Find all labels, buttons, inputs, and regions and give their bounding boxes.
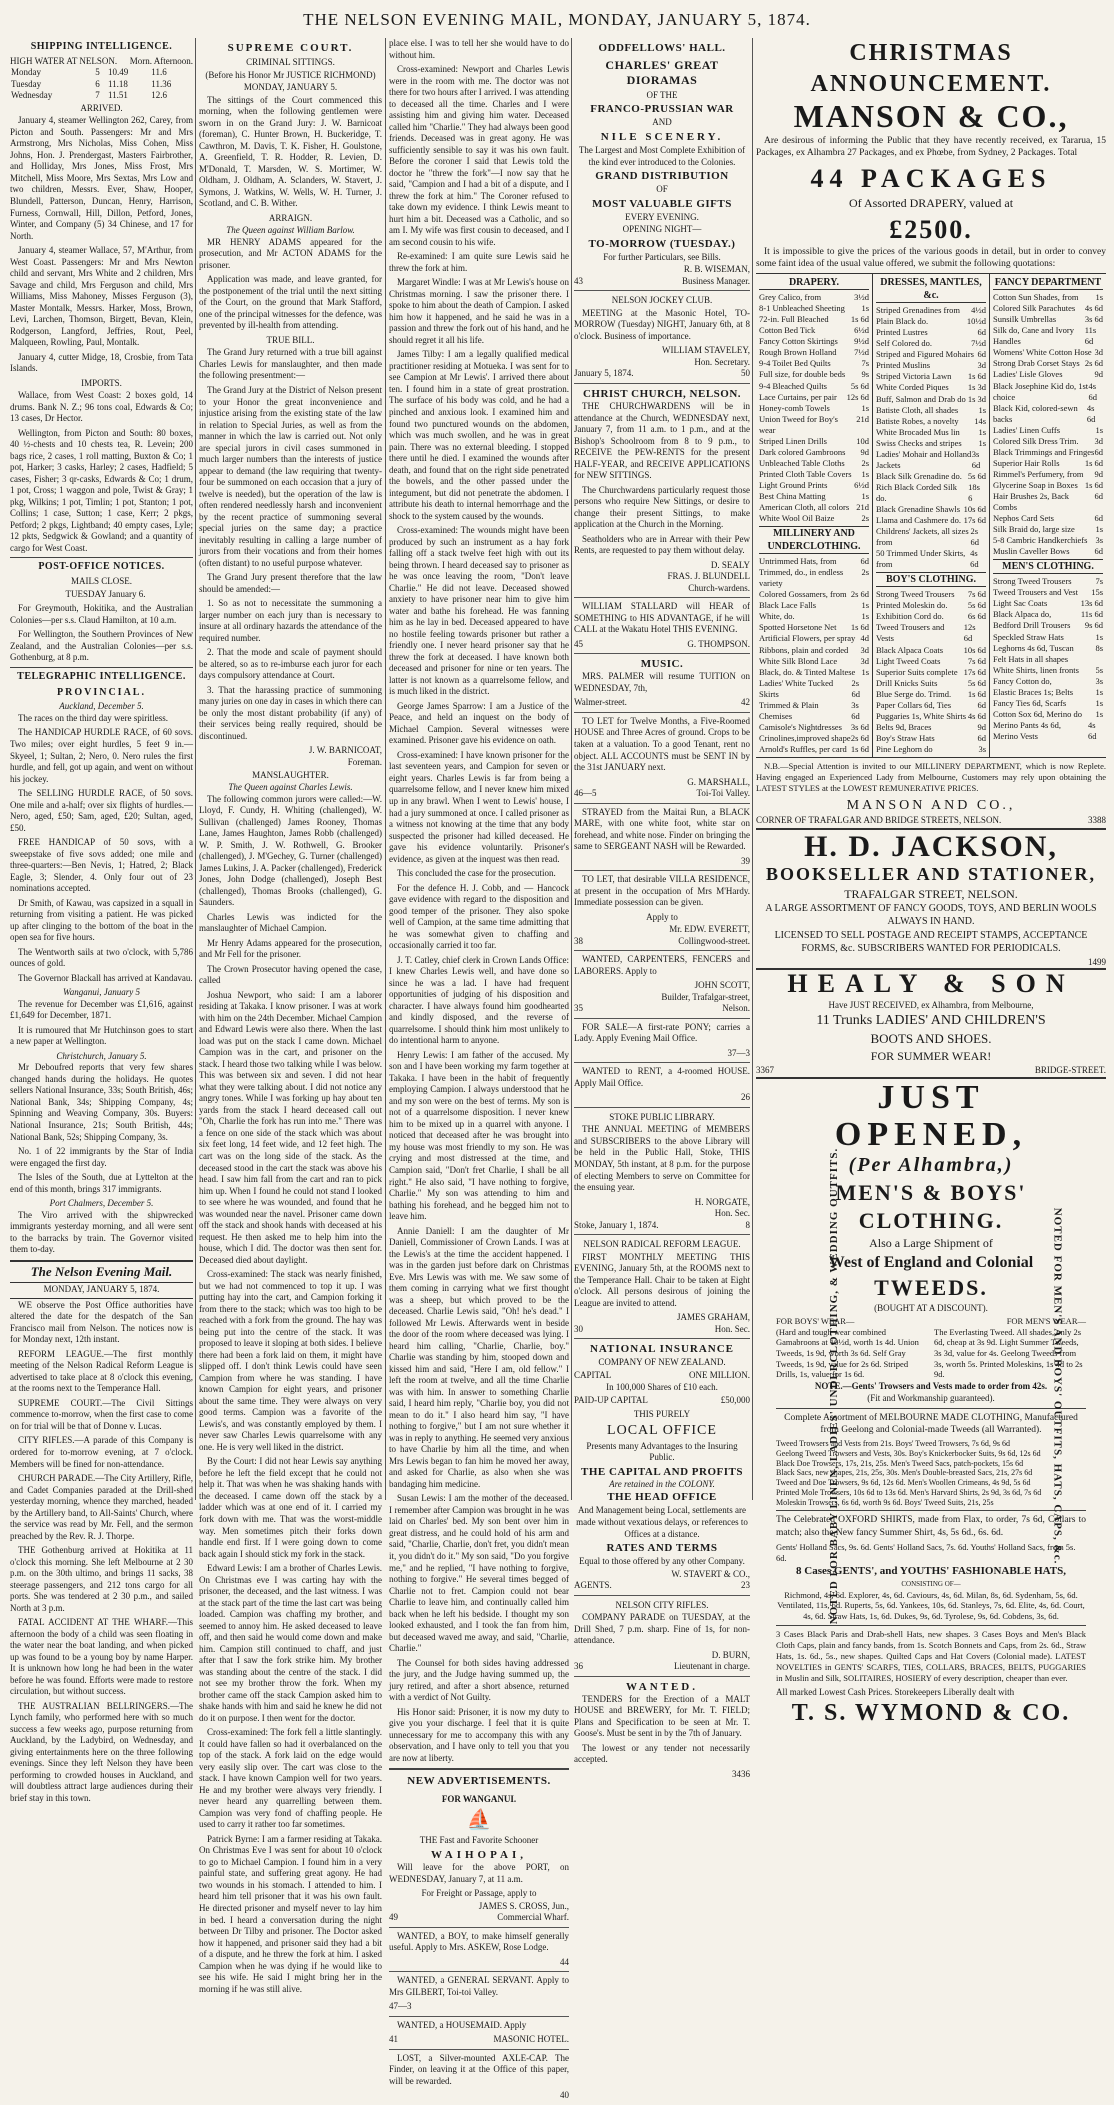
- side-text-left: NOTED FOR BABY LINEN, LADIES' UNDERCLOTHING, & WEDDING OUTFITS.: [828, 1147, 841, 1624]
- column-4: [574, 38, 750, 1779]
- list-item: Ladies' Linen Cuffs 1s: [993, 424, 1103, 435]
- paragraph: Cross-examined: The wounds might have been produced by such an instrument as a hay fork falling off a stack twelve feet high with out its being thrown. I heard deceased say to prisoner as he was once leaving the room, "Don't leave Charlie." He did not leave. Deceased showed anxiety to have prisoner near him to give him water and bathe his forehead. He was fanning him as he lay in bed. Deceased appeared to have no hostile feeling towards prisoner but rather a friendly one. I never heard prisoner say that he threw the fork at deceased. I have known both deceased and prisoner for nine or ten years. The latter is not known as a quarrelsome fellow, and is much liked in the district.: [389, 525, 569, 697]
- list-item: 72-in. Full Bleached 1s 6d: [759, 314, 869, 325]
- paper-date: MONDAY, JANUARY 5, 1874.: [10, 1284, 193, 1299]
- divider: [10, 667, 193, 668]
- healy-title: HEALY & SON: [787, 969, 1075, 999]
- list-item: Drill Knicks Suits 5s 6d: [876, 677, 986, 688]
- paragraph: 2. That the mode and scale of payment should be altered, so as to re-imburse each juror for each days compulsory attendance at Court.: [199, 647, 382, 681]
- dresses-list: DRESSES, MANTLES, &c. Striped Grenadines from 4½d Plain Black do. 10½d Printed Lustres 6d Self Colored do. 7½d Striped and Figured Mohairs 6d Printed Muslins 3d Striped Victoria Lawn 1s 6d White Corded Piques 1s 3d Buff, Salmon and Drab do 1s 3d Batiste Cloth, all shades 1s Batiste Robes, a novelty 14s White Brocaded Mus lin 1s Swiss Checks and stripes 1s Ladies' Mohair and Holland Jackets 3s 6d Black Silk Grenadine do. 5s 6d Rich Black Corded Silk do. 18s 6 Black Grenadine Shawls 10s 6d Llama and Cashmere do. 17s 6d Childrens' Jackets, all sizes from 2s 6d 50 Trimmed Under Skirts, from 4s 6d BOY'S CLOTHING. Strong Tweed Trousers 7s 6d Printed Moleskin do. 5s 6d Exhibition Cord do. 6s 6d Tweed Trousers and Vests 12s 6d Black Alpaca Coats 10s 6d Light Tweed Coats 7s 6d Superior Suits complete 17s 6d Drill Knicks Suits 5s 6d Blue Serge do. Trimd. 1s 6d Paper Collars 6d, Ties 6d Puggaries 1s, White Shirts 4s 6d Belts 9d, Braces 9d Boy's Straw Hats 6d Pine Leghorn do 3s: [873, 274, 990, 757]
- list-item: 9-4 Bleached Quilts 5s 6d: [759, 380, 869, 391]
- list-item: Tweed Trousers and Vest 15s: [993, 587, 1103, 598]
- paragraph: Mr Henry Adams appeared for the prosecution, and Mr Fell for the prisoner.: [199, 937, 382, 960]
- list-item: Boy's Straw Hats 6d: [876, 732, 986, 743]
- wanted-housemaid-ad: WANTED, a HOUSEMAID. Apply 41 MASONIC HOTEL.: [389, 2017, 569, 2050]
- paragraph: For the defence H. J. Cobb, and — Hancock gave evidence with regard to the disposition and good temper of the prisoner. They also spoke well of Campion, at the same time admitting that he was somewhat given to chaffing and occasionally carried it too far.: [389, 882, 569, 951]
- list-item: Striped Linen Drills 10d: [759, 435, 869, 446]
- christ-church-ad: CHRIST CHURCH, NELSON. THE CHURCHWARDENS will be in attendance at the Church, WEDNESDAY next, January 7, from 11 a.m. to 1 p.m., and at the Bishop's Schoolroom from 8 to 9 p.m., to RECEIVE the PEW-RENTS for the present HALF-YEAR, and RECEIVE APPLICATIONS for NEW SITTINGS. The Churchwardens particularly request those persons who require New Sittings, or desire to change their present Sittings, to make application at the Church in the Morning. Seatholders who are in Arrear with their Pew Rents, are requested to pay them without delay. D. SEALY FRAS. J. BLUNDELL Church-wardens.: [574, 384, 750, 598]
- paragraph: Re-examined: I am quite sure Lewis said he threw the fork at him.: [389, 251, 569, 273]
- post-office-heading: POST-OFFICE NOTICES.: [38, 561, 165, 573]
- list-item: Glycerine Soap in Boxes 1s 6d: [993, 479, 1103, 490]
- manson-title: MANSON & CO.,: [793, 98, 1069, 135]
- paragraph: The Grand Jury present therefore that the law should be amended:—: [199, 572, 382, 594]
- list-item: Cotton Bed Tick 6½d: [759, 325, 869, 336]
- column-2: [199, 38, 382, 1994]
- list-item: Trimmed, do., in endless variety 2s: [759, 567, 869, 589]
- schooner-ad: FOR WANGANUI. ⛵ THE Fast and Favorite Schooner WAIHOPAI, Will leave for the above PORT, on WEDNESDAY, January 7, at 11 a.m. For Freight or Passage, apply to JAMES S. CROSS, Jun., 49 Commercial Wharf.: [389, 1790, 569, 1927]
- list-item: Womens' White Cotton Hose 3d: [993, 347, 1103, 358]
- paragraph: Cross-examined: I have known prisoner for the last seventeen years, and Campion for seven or eight years. Charles Lewis is far from being a quarrelsome fellow, and I never knew him mixed up in any brawl. When I went to Lewis' house, I had a jury summoned at once. I called prisoner as a witness not knowing at the time that any body suspected the prisoner had killed deceased. He gave his evidence voluntarily. Prisoner's evidence, as given at the inquest was then read.: [389, 749, 569, 864]
- list-item: 50 Trimmed Under Skirts, from 4s 6d: [876, 548, 979, 570]
- signature: J. W. BARNICOAT,: [308, 745, 382, 756]
- paragraph: The Crown Prosecutor having opened the case, called: [199, 963, 382, 986]
- paragraph: REFORM LEAGUE.—The first monthly meeting of the Nelson Radical Reform League is advertised to take place at 8 o'clock this evening, at the rooms next to the Temperance Hall.: [10, 1348, 193, 1394]
- list-item: Striped and Figured Mohairs 6d: [876, 349, 986, 360]
- paragraph: TUESDAY January 6.: [65, 588, 146, 599]
- list-item: Striped Grenadines from 4½d: [876, 305, 986, 316]
- paragraph: WE observe the Post Office authorities have altered the date for the despatch of the San Francisco mail from Nelson. The notices now is for Monday next, 12th instant.: [10, 1299, 193, 1345]
- list-item: Puggaries 1s, White Shirts 4s 6d: [876, 710, 986, 721]
- list-group: [876, 305, 986, 570]
- paragraph: SUPREME COURT.—The Civil Sittings commence to-morrow, when the first case to come on for trial will be that of Donne v. Lucas.: [10, 1397, 193, 1431]
- signature-title: Foreman.: [347, 756, 382, 767]
- list-item: Felt Hats in all shapes: [993, 653, 1069, 664]
- list-item: Nephos Card Sets 6d: [993, 513, 1103, 524]
- mails-close: MAILS CLOSE.: [70, 576, 132, 587]
- list-item: Printed Muslins 3d: [876, 360, 986, 371]
- paragraph: Application was made, and leave granted, for the postponement of the trial until the next sitting of the Court, on the ground that Mark Stafford, one of the principal witnesses for the defence, was prevented by ill-health from attending.: [199, 274, 382, 331]
- high-water-header: HIGH WATER AT NELSON. Morn. Afternoon.: [10, 55, 193, 66]
- list-item: Striped Victoria Lawn 1s 6d: [876, 371, 986, 382]
- criminal-sittings: CRIMINAL SITTINGS.: [246, 57, 335, 68]
- paragraph: January 4, steamer Wellington 262, Carey, from Picton and South. Passengers: Mr and Mrs Armstrong, Mrs Nicholas, Miss Cohen, Miss Johns, Hon. J. Prendergast, Masters Fairbrother, and Holliday, Mrs Jones, Miss Frost, Mrs Mitchell, Miss Moore, Mrs Sextas, Mrs Low and two children, Messrs. Ever, Shaw, Hooper, Blundell, Patterson, Duncan, Henry, Harrison, Furness, Cornwall, Hill, Dillon, Petford, Jones, Winter, and Company (5) 34 Chinese, and 17 for North.: [10, 115, 193, 241]
- list-item: Black Alpaca Coats 10s 6d: [876, 644, 986, 655]
- table-row: Tuesday 6 11.18 11.36: [11, 78, 172, 89]
- list-group: [759, 556, 869, 755]
- list-item: Rough Brown Holland 7½d: [759, 347, 869, 358]
- divider: [10, 557, 193, 558]
- paragraph: J. T. Catley, chief clerk in Crown Lands Office: I knew Charles Lewis well, and have done so since he was a lad. I have had frequent opportunities of judging of his disposition and character. I have always found him goodhearted and kindly disposed, and the reverse of quarrelsome. I should think him most unlikely to do intentional harm to anyone.: [389, 954, 569, 1046]
- paragraph: The races on the third day were spiritless.: [18, 712, 168, 723]
- tenders-ad: WANTED. TENDERS for the Erection of a MALT HOUSE and BREWERY, for Mr. T. FIELD; Plans and Specification to be seen at Mr. T. Goose's. Must be sent in by the 7th of January. The lowest or any tender not necessarily accepted. 3436: [574, 1680, 750, 1779]
- list-item: 8-1 Unbleached Sheeting 1s: [759, 303, 869, 314]
- pony-sale-ad: FOR SALE—A first-rate PONY; carries a Lady. Apply Evening Mail Office. 37—3: [574, 1019, 750, 1064]
- paragraph: By the Court: I did not hear Lewis say anything before he left the field except that he could not help it. That was when he was shaking hands with the deceased. I came down off the stack by a ladder which was at one end of it. I carried my fork down with me. That was the worst-middle way. Men sometimes pitch their forks down handle end first. If I were going down to come back again I should stick my fork in the stack.: [199, 1456, 382, 1559]
- paragraph: Cross-examined: The fork fell a little slantingly. It could have fallen so had it overbalanced on the top of the stack. A fork laid on the edge would very easily slip over. The cart was close to the stack. I have known Campion well for two years. He and my brother were always very friendly. I never heard any quarrelling between them. Campion was very fond of chaffing people. He used to carry it rather too far sometimes.: [199, 1727, 382, 1830]
- list-item: Black Kid, colored-sewn backs 4s 6d: [993, 402, 1096, 424]
- list-item: Printed Moleskin do. 5s 6d: [876, 600, 986, 611]
- paragraph: Dr Smith, of Kawau, was capsized in a squall in returning from visiting a patient. He was picked up after clinging to the bottom of the boat in the open sea for five hours.: [10, 897, 193, 943]
- radical-league-ad: NELSON RADICAL REFORM LEAGUE. FIRST MONTHLY MEETING THIS EVENING, January 5th, at the ROOMS next to the Temperance Hall. Chair to be taken at Eight o'clock. All persons desirous of joining the League are invited to attend. JAMES GRAHAM, 30 Hon. Sec.: [574, 1235, 750, 1339]
- list-item: Superior Suits complete 17s 6d: [876, 666, 986, 677]
- list-item: Black Lace Falls 1s: [759, 600, 869, 611]
- list-item: Untrimmed Hats, from 6d: [759, 556, 869, 567]
- list-item: Sunsilk Umbrellas 3s 6d: [993, 314, 1103, 325]
- paragraph: FATAL ACCIDENT AT THE WHARF.—This afternoon the body of a child was seen floating in the water near the boat landing, and when picked up was found to be a young boy by name Harper. It is unknown how long he had been in the water before he was found. Efforts were made to restore circulation, but without success.: [10, 1617, 193, 1697]
- list-item: Colored Silk Parachutes 4s 6d: [993, 303, 1103, 314]
- paragraph: Annie Daniell: I am the daughter of Mr Daniell, Commissioner of Crown Lands. I was at the Lewis's at the time the accident happened. I was in the garden just before dark on Christmas Eve. Mrs Lewis was with me. We saw some of them coming in carrying what we first thought was a sheep, but which proved to be the deceased. Charlie Lewis said, "Oh! he's dead." I followed Mr Lewis. Afterwards went in beside the door of the room where deceased was lying. I heard him calling, "Charlie, Charlie, boy." Charlie was standing by him, stooped down and kissed him and said, "Here I am, old fellow." I left the room at twelve, and all the time Charlie was with him. In answer to something Charlie said, I heard him reply, "Charlie boy, you did not mean to do it." I also heard him say, "I have nothing to forgive," but I am not sure whether it was in reply to anything. He seemed very anxious to have Charlie by him all the time, and when Mrs Lewis began to fan him he moved her away, and asked for Charlie, as also when she was bandaging him medicine.: [389, 1225, 569, 1489]
- list-item: Lace Curtains, per pair 12s 6d: [759, 391, 869, 402]
- paragraph: Charles Lewis was indicted for the manslaughter of Michael Campion.: [199, 911, 382, 934]
- list-item: Black Alpaca do, 11s 6d: [993, 609, 1103, 620]
- column-rule: [752, 38, 753, 1500]
- list-item: Black Grenadine Shawls 10s 6d: [876, 503, 986, 514]
- list-item: Rich Black Corded Silk do. 18s 6: [876, 481, 980, 503]
- paragraph: Cross-examined: The stack was nearly finished, but we had not commenced to top it up. I was putting hay into the cart, and Campion forking it from there to the stack; which was too high to be reached with a fork from the ground. The hay was being put into the centre of the stack. It was proposed to leave it sloping at both sides. I believe there had been a fork laid on them, it might have slipped off. I don't think Lewis could have seen Campion from where he was standing. I have known Campion for eight years, and prisoner about the same time. They were always on very good terms. Campion was a favorite of the Lewis's, and was constantly employed by them. I never saw Charles Lewis quarrelsome with any one. He is very well liked in the district.: [199, 1269, 382, 1452]
- list-item: White, do. 1s: [759, 611, 869, 622]
- column-3: [389, 38, 569, 2101]
- jackson-title: H. D. JACKSON,: [804, 830, 1058, 864]
- paragraph: The SELLING HURDLE RACE, of 50 sovs. One mile and a-half; over six flights of hurdles.—Nero, aged, £50; Sam, aged, £20; Sultan, aged, £50.: [10, 788, 193, 833]
- new-ads-heading: NEW ADVERTISEMENTS.: [407, 1775, 551, 1788]
- arrived-heading: ARRIVED.: [80, 102, 123, 113]
- list-item: Artificial Flowers, per spray 4d: [759, 633, 869, 644]
- table-row: Wednesday 7 11.51 12.6: [11, 90, 168, 101]
- paragraph: The Grand Jury at the District of Nelson present to your Honor the great inconvenience and injustice arising from the existing state of the law in relation to Special Juries, as well as from the manner in which the law is carried out. Not only are special jurors in civil cases summoned in much larger numbers than the interests of justice appear to demand (the law requiring that twenty-four be summoned on each occasion that a jury of twelve is needed), but the operation of the law is often rendered needlessly harsh and inconvenient by the recent practice of summoning several special juries on the same day; a practice inevitably resulting in calling a large number of jurors from their vocations and from their homes (often distant) to no useful purpose whatever.: [199, 385, 382, 568]
- list-item: Elastic Braces 1s; Belts 1s: [993, 686, 1103, 697]
- shipping-heading: SHIPPING INTELLIGENCE.: [30, 41, 173, 52]
- paragraph: 1. So as not to necessitate the summoning a larger number on each jury than is necessary to insure at all ordinary hazards the attendance of the required number.: [199, 598, 382, 643]
- list-item: Llama and Cashmere do. 17s 6d: [876, 515, 986, 526]
- list-item: Pine Leghorn do 3s: [876, 743, 986, 754]
- lost-ad: LOST, a Silver-mounted AXLE-CAP. The Finder, on leaving it at the Office of this paper, will be rewarded. 40: [389, 2052, 569, 2101]
- paragraph: FREE HANDICAP of 50 sovs, with a sweepstake of five sovs added; one mile and three-quarters:—Ben Nevis, 1; Hatred, 2; Black Eagle, 3; Slender, 4. Only four out of 23 nominations accepted.: [10, 837, 193, 894]
- list-item: Honey-comb Towels 1s: [759, 402, 869, 413]
- list-item: Speckled Straw Hats 1s: [993, 631, 1103, 642]
- telegraphic-heading: TELEGRAPHIC INTELLIGENCE.: [17, 670, 186, 682]
- list-item: Printed Lustres 6d: [876, 327, 986, 338]
- column-1: [10, 38, 193, 1803]
- list-item: White Shirts, linen fronts 5s: [993, 664, 1103, 675]
- wanted-boy-ad: WANTED, a BOY, to make himself generally useful. Apply to Mrs. ASKEW, Rose Lodge. 44: [389, 1928, 569, 1973]
- paragraph: James Tilby: I am a legally qualified medical practitioner residing at Motueka. I was sent for to see Campion at Mr Lewis'. I arrived there about ten. I found him in a state of great prostration. The surface of his body was cold, and he had a pinched and anxious look. I examined him and found two punctured wounds on the abdomen, which was much swollen, and he was in great pain. There was no external bleeding. I stopped there until he died. I examined the wounds after death, and found that on the right side penetrated the bowels, and the other passed under the integument, but did not penetrate the abdomen. I attribute his death to internal hemorrhage and the shock to the system caused by the wounds.: [389, 349, 569, 521]
- list-item: Cotton Sun Shades, from 1s: [993, 292, 1103, 303]
- paragraph: THE Gothenburg arrived at Hokitika at 11 o'clock this morning. She left Melbourne at 2 30 p.m. on the 30th ultimo, and brings 11 sacks, 38 steerage passengers, and 212 tons cargo for all ports. She was tendered at 2 30 p.m., and sailed North at 3 p.m.: [10, 1545, 193, 1613]
- paragraph: Wallace, from West Coast: 2 boxes gold, 14 drums. Bank N. Z.; 96 tons coal, Edwards & Co; 13 cases, Dr Hector.: [10, 390, 193, 424]
- list-item: Fancy Cotton Skirtings 9½d: [759, 336, 869, 347]
- list-item: Ribbons, plain and corded 3d: [759, 644, 869, 655]
- ship-icon: ⛵: [466, 1808, 492, 1831]
- list-item: Best China Matting 1s: [759, 490, 869, 501]
- list-item: White Corded Piques 1s 3d: [876, 382, 986, 393]
- list-item: Colored Gossamers, from 2s 6d: [759, 589, 869, 600]
- insurance-ad: NATIONAL INSURANCE COMPANY OF NEW ZEALAND. CAPITAL ONE MILLION. In 100,000 Shares of £10 each. PAID-UP CAPITAL £50,000 THIS PURELY LOCAL OFFICE Presents many Advantages to the Insuring Public. THE CAPITAL AND PROFITS Are retained in the COLONY. THE HEAD OFFICE And Management being Local, settlements are made without vexatious delays, or references to Offices at a distance. RATES AND TERMS Equal to those offered by any other Company. W. STAVERT & CO., AGENTS. 23: [574, 1339, 750, 1595]
- list-item: Belts 9d, Braces 9d: [876, 721, 986, 732]
- list-item: Exhibition Cord do. 6s 6d: [876, 611, 986, 622]
- list-item: Union Tweed for Boy's wear 21d: [759, 413, 869, 435]
- christmas-heading: CHRISTMAS ANNOUNCEMENT.: [810, 40, 1052, 97]
- paragraph: George James Sparrow: I am a Justice of the Peace, and held an inquest on the body of Michael Campion. Several witnesses were examined. Prisoner gave his evidence on oath.: [389, 700, 569, 746]
- paragraph: Patrick Byrne: I am a farmer residing at Takaka. On Christmas Eve I was sent for about 10 o'clock to go to Michael Campion. I found him in a very painful state, and suffering great agony. He had two wounds in his stomach. I attended to him. I heard him tell prisoner that it was his own fault. He directed prisoner and myself never to lay him in bed. I heard a conversation during the night between Dr Tilby and prisoner. The Doctor asked how it happened, and prisoner said they had a bit of a dispute, and he threw the fork at him. I asked Campion when he was dying if he would like to see his wife. He said I might bring her in the morning if he was still alive.: [199, 1833, 382, 1994]
- wymond-ad: JUST OPENED, (Per Alhambra,) MEN'S & BOYS' CLOTHING. Also a Large Shipment of West of England and Colonial TWEEDS. (BOUGHT AT A DISCOUNT). FOR BOYS' WEAR— FOR MEN'S WEAR— (Hard and tough wear combined Gamabroons at 10½d, worth 1s 4d. Union Tweeds, 1s 9d, worth 3s 6d. Self Gray Tweeds, 1s 9d, value for 2s 6d. Striped Drills, 1s, value for 1s 6d. The Everlasting Tweed. All shades, only 2s 6d, cheap at 3s 9d. Light Summer Tweeds, 3s 3d, value for 4s. Geelong Tweeds from 3s, worth 5s. Printed Moleskins, 1s 4d to 2s 9d. NOTE.—Gents' Trowsers and Vests made to order from 42s. (Fit and Workmanship guaranteed). Complete Assortment of MELBOURNE MADE CLOTHING, Manufactured from Geelong and Colonial-made Tweeds (all Warranted). Tweed Trowsers and Vests from 21s. Boys' Tweed Trowsers, 7s 6d, 9s 6d Geelong Tweed Trowsers and Vests, 30s. Boy's Knickerbocker Suits, 9s 6d, 12s 6d Black Doe Trowsers, 17s, 21s, 25s. Men's Tweed Sacs, patch-pockets, 15s 6d Black Sacs, new shapes, 21s, 25s, 30s. Men's Double-breasted Sacs, 21s, 27s 6d Tweed and Doe Trowsers, 9s 6d, 12s 6d. Men's Woollen Crimeans, 4s 9d, 5s 6d Printed Mole Trowsers, 10s 6d to 13s 6d. Men's Harvard Shirts, 2s 9d, 3s 6d, 7s 6d Moleskin Trowsers, 6s 6d, worth 9s 6d. Boys' Tweed Suits, 21s, 25s The Celebrated OXFORD SHIRTS, made from Flax, to order, 7s 6d, Collars to match; also the New fancy Summer Shirt, 4s, 5s 6d., 6s. 6d. Gents' Holland Sacs, 9s. 6d. Gents' Holland Sacs, 7s. 6d. Youths' Holland Sacs, from 5s. 6d. 8 Cases GENTS', and YOUTHS' FASHIONABLE HATS, CONSISTING OF— Richmond, 4s, 6d. Explorer, 4s, 6d. Caviours, 4s, 6d. Milan, 8s, 6d. Sydenham, 5s, 6d. Ventilated, 11s, 6d. Ruperts, 5s, 6d. Yankees, 10s, 6d. Stanleys, 7s, 6d. Elite, 4s, 6d. Court, 4s, 6d. Straw Hats, 1s, 6d. Dukes, 9s, 6d. Tyrolese, 9s, 6d. Cobdens, 3s, 6d. 3 Cases Black Paris and Drab-shell Hats, new shapes. 3 Cases Boys and Men's Black Cloth Caps, plain and fancy bands, from 1s. Scotch Bonnets and Caps, from 2s. 6d., Straw Hats, 1s. 6d., 5s., new shapes. Quilted Caps and Hat Covers (Colonial made). LATEST NOVELTIES in GENTS' SCARFS, TIES, COLLARS, BRACES, BELTS, PUGGARIES in Muslin and Silk, SOLITAIRES, HOSIERY of every description, cheaper than ever. All marked Lowest Cash Prices. Storekeepers Liberally dealt with T. S. WYMOND & CO. NOTED FOR BABY LINEN, LADIES' UNDERCLOTHING, & WEDDING OUTFITS. NOTED FOR MEN'S AND BOYS' OUTFITS, HATS, CAPS, &c.: [756, 1079, 1106, 1729]
- wanted-carpenters-ad: WANTED, CARPENTERS, FENCERS and LABORERS. Apply to JOHN SCOTT, Builder, Trafalgar-street, 35 Nelson.: [574, 951, 750, 1019]
- list-item: Blue Serge do. Trimd. 1s 6d: [876, 688, 986, 699]
- column-rule: [571, 38, 572, 1500]
- list-item: Childrens' Jackets, all sizes from 2s 6d: [876, 526, 980, 548]
- list-item: Rimmel's Perfumery, from 9d: [993, 468, 1103, 479]
- dateline: Wanganui, January 5: [63, 987, 140, 998]
- list-item: Ladies' Mohair and Holland Jackets 3s 6d: [876, 448, 981, 470]
- paragraph: Mr Deboufred reports that very few shares changed hands during the holidays. He quotes sellers National Insurance, 33s; South British, 46s; National Bank, 34s; Shipping Company, 4s; Spinning and Weaving Company, 30s. Buyers: National Insurance, 21s; South British, 44s; National Bank, 52s; Shipping Company, 3s.: [10, 1062, 193, 1142]
- list-item: Black Trimmings and Fringes 6d: [993, 446, 1103, 457]
- list-item: White Wool Oil Baize 2s: [759, 513, 869, 524]
- paragraph: Margaret Windle: I was at Mr Lewis's house on Christmas morning. I saw the prisoner there. I spoke to him about the death of Campion. I asked him how it happened, and he said he was in a passion and threw the fork out of his hand, and he should regret it all his life.: [389, 277, 569, 345]
- dateline: Christchurch, January 5.: [56, 1050, 147, 1061]
- jockey-club-ad: NELSON JOCKEY CLUB. MEETING at the Masonic Hotel, TO-MORROW (Tuesday) NIGHT, January 6th, at 8 o'clock. Business of importance. WILLIAM STAVELEY, Hon. Secretary. January 5, 1874. 50: [574, 291, 750, 384]
- list-item: Light Tweed Coats 7s 6d: [876, 655, 986, 666]
- list-item: Hair Brushes 2s, Back Combs 6d: [993, 490, 1103, 513]
- masthead: THE NELSON EVENING MAIL, MONDAY, JANUARY 5, 1874.: [303, 10, 811, 29]
- list-item: Black Silk Grenadine do. 5s 6d: [876, 470, 986, 481]
- paragraph: CHURCH PARADE.—The City Artillery, Rifle, and Cadet Companies paraded at the Drill-shed yesterday morning, whence they marched, headed by the Artillery band, to All-Saints' Church, where the service was read by Mr. Fell, and the sermon preached by the Rev. R. J. Thorpe.: [10, 1473, 193, 1541]
- paragraph: Susan Lewis: I am the mother of the deceased. I remember after Campion was brought in he was laid on Charles' bed. My son bent over him in great distress, and he could hold of his arm and said, "Charlie, Charlie, don't fret, you didn't mean it, you didn't do it." My son said, "Do you forgive me," and he replied, "I have nothing to forgive, nothing to forgive." He several times begged of Charlie not to fret. Campion could not bear Charlie to leave him, and continually called him back when he left his bedside. I thought my son looked exhausted, and I took the fan from him, but deceased waved me away, and said, "Charlie, Charlie.": [389, 1493, 569, 1654]
- list-item: Black Josephine Kid do, 1st choice 4s 6d: [993, 380, 1097, 402]
- before-judge: (Before his Honor Mr JUSTICE RICHMOND): [205, 69, 376, 80]
- paragraph: 3. That the harassing practice of summoning many juries on one day in cases in which there can be only the most distant probability (if any) of their services being really required, should be discontinued.: [199, 684, 382, 741]
- value-heading: £2500.: [889, 214, 973, 244]
- list-item: Fancy Cotton do, 3s: [993, 675, 1103, 686]
- list-item: Muslin Caveller Bows 6d: [993, 546, 1103, 557]
- paragraph: THE AUSTRALIAN BELLRINGERS.—The Lynch family, who performed here with so much success a few weeks ago, purpose returning from Auckland, by the Ladybird, on Wednesday, and giving entertainments here on the three following evenings. Since they left Nelson they have been performing to crowded houses in Auckland, and will doubtless attract large audiences during their brief stay in this town.: [10, 1700, 193, 1803]
- price-list: [756, 273, 1106, 758]
- paragraph: The following common jurors were called:—W. Lloyd, F. Cundy, H. Whiting (challenged), W. Sullivan (challenged) James Rooney, Thomas Lane, James Haughton, James Robb (challenged) W. P. Smith, J. W. Rothwell, G. Brooker (challenged), J. M'Gechey, G. Turner (challenged) James Lukins, J. A. Packer (challenged), Frederick Jones, John Dodge (challenged), Joseph Best (challenged), Thomas Brooks (challenged), G. Saunders.: [199, 793, 382, 908]
- paragraph: January 4, cutter Midge, 18, Crosbie, from Tata Islands.: [10, 351, 193, 374]
- paragraph: Cross-examined: Newport and Charles Lewis were in the room with me. The doctor was not there for two hours after I arrived. I was attending to deceased all the time. Charles and I were assisting him and giving him water. Deceased called him "Charlie." They had always been good friends. Deceased was in great agony. He was sufficiently sensible to say it was his own fault. Before the coroner I said that Lewis told the doctor he "threw the fork"—I now say that he said, "Campion and I had a bit of a dispute, and I threw the fork at him." The Coroner refused to take down my evidence. I think Lewis meant to hurt him a bit. Deceased was a Catholic, and so am I. My wife was first cousin to deceased, and I am second cousin to his wife.: [389, 64, 569, 247]
- paragraph: His Honor said: Prisoner, it is now my duty to give you your discharge. I feel that it is quite unnecessary for me to accompany this with any observation, and I have only to tell you that you are now at liberty.: [389, 1706, 569, 1763]
- paragraph: place else. I was to tell her she would have to do without him.: [389, 38, 569, 60]
- list-group: [759, 292, 869, 524]
- list-item: Cotton Sox 6d, Merino do 1s: [993, 708, 1103, 719]
- paragraph: Joshua Newport, who said: I am a laborer residing at Takaka. I know prisoner. I was at work with him on the 24th December. Michael Campion and Edward Lewis were also there. When the last load was put on the stack I came down. Michael Campion was in the cart, and prisoner on the stack. I heard those two talking while I was below. This was between six and seven. I did not hear what they were talking about. I did not notice any angry tones. While I was forking up hay about ten yards from the stack I heard deceased call out "Oh, Charlie the fork has run into me." There was a fence on one side of the stack which was about six feet long, 14 feet wide, and 12 feet high. The cart was on the long side of the stack. As the deceased stood in the cart the stack was above his head. I saw him fall from the cart and ran to pick him up. When I found he could not stand I looked to see where he was wounded, and found that he was wounded near the navel. Prisoner came down off the stack and shook hands with deceased at his request. He then asked me to help him into the house, which I did. The doctor was then sent for. Deceased died about daylight.: [199, 989, 382, 1265]
- list-item: Silk Braid do, large size 1s: [993, 524, 1103, 535]
- paper-nameplate: The Nelson Evening Mail.: [10, 1260, 193, 1284]
- table-row: Monday 5 10.49 11.6: [11, 67, 167, 78]
- list-item: Colored Silk Dress Trim. 3d: [993, 435, 1103, 446]
- true-bill-heading: TRUE BILL.: [266, 334, 315, 345]
- paragraph: Wellington, from Picton and South: 80 boxes, 40 ½-chests and 10 chests tea, R. Levein; 200 bags rice, 2 cases, 1 roll matting, Buxton & Co; 1 pot, Harker; 3 casks, Harley; 2 cases, Hadfield; 5 cases, Fisher; 3 qr-casks, Edwards & Co; 1 drum, 1 pot, Cross; 1 waggon and pole, Twist & Gray; 1 pkg, Wilkins; 1 pot, Timlin; 1 pot, Stanton; 1 pot, Collins; 1 case, Sutton; 1 case, Kerr; 2 pkgs, Petford; 2 pkgs, Lightband; 40 empty cases, Lyle; 12 pkts, Sedgwick & Gowland; and a quantity of cargo for West Coast.: [10, 427, 193, 553]
- paragraph: The Wentworth sails at two o'clock, with 5,786 ounces of gold.: [10, 946, 193, 969]
- paragraph: For Greymouth, Hokitika, and the Australian Colonies—per s.s. Claud Hamilton, at 10 a.m.: [10, 603, 193, 625]
- paragraph: It is rumoured that Mr Hutchinson goes to start a new paper at Wellington.: [10, 1024, 193, 1047]
- dateline: Port Chalmers, December 5.: [49, 1198, 154, 1209]
- list-item: Light Sac Coats 13s 6d: [993, 598, 1103, 609]
- paragraph: January 4, steamer Wallace, 57, M'Arthur, from West Coast. Passengers: Mr and Mrs Newton child and servant, Mrs White and 2 children, Mrs Savage and child, Mrs Ferguson and child, Mrs Williams, Miss Mahoney, Misses Ferguson (3), Master Montalk, Messrs. Harker, Moss, Brown, Levi, Larchen, Thomson, Birgett, Bevan, Klein, Rodgerson, Langford, Jeffries, Rout, Peel, Malqueen, Rowling, Paul, Montalk.: [10, 245, 193, 348]
- paragraph: The Isles of the South, due at Lyttelton at the end of this month, brings 317 immigrants.: [10, 1172, 193, 1194]
- stoke-library-ad: STOKE PUBLIC LIBRARY. THE ANNUAL MEETING of MEMBERS and SUBSCRIBERS to the above Library will be held in the Public Hall, Stoke, THIS MONDAY, 5th instant, at 8 p.m. for the purpose of electing Members to serve on Committee for the ensuing year. H. NORGATE, Hon. Sec. Stoke, January 1, 1874. 8: [574, 1108, 750, 1235]
- stallard-ad: WILLIAM STALLARD will HEAR of SOMETHING to HIS ADVANTAGE, if he will CALL at the Wakatu Hotel THIS EVENING. 45 G. THOMPSON.: [574, 598, 750, 654]
- paragraph: The Governor Blackall has arrived at Kandavau.: [18, 972, 193, 983]
- wanted-rent-ad: WANTED to RENT, a 4-roomed HOUSE. Apply Mail Office. 26: [574, 1063, 750, 1108]
- high-water-table: [10, 67, 193, 102]
- list-item: 9-4 Toilet Bed Quilts 7s: [759, 358, 869, 369]
- column-rule: [385, 38, 386, 1500]
- list-item: Spotted Horsetone Net 1s 6d: [759, 622, 869, 633]
- paragraph: The Counsel for both sides having addressed the jury, and the Judge having summed up, the jury retired, and after a short absence, returned with a verdict of Not Guilty.: [389, 1657, 569, 1703]
- list-item: Batiste Robes, a novelty 14s: [876, 415, 986, 426]
- side-text-right: NOTED FOR MEN'S AND BOYS' OUTFITS, HATS, CAPS, &c.: [1051, 1207, 1064, 1564]
- paragraph: This concluded the case for the prosecution.: [397, 868, 556, 879]
- column-rule: [195, 38, 196, 1500]
- list-item: Batiste Cloth, all shades 1s: [876, 404, 986, 415]
- list-item: Printed Cloth Table Covers 1s: [759, 468, 869, 479]
- paragraph: The revenue for December was £1,616, against £1,649 for December, 1871.: [10, 998, 193, 1021]
- list-item: Self Colored do. 7½d: [876, 338, 986, 349]
- list-item: Black, do. & Tinted Maltese 1s: [759, 666, 869, 677]
- list-item: Silk do, Cane and Ivory Handles 11s 6d: [993, 325, 1097, 347]
- list-item: Paper Collars 6d, Ties 6d: [876, 699, 986, 710]
- list-item: White Brocaded Mus lin 1s: [876, 426, 986, 437]
- list-item: Dark colored Gambroons 9d: [759, 446, 869, 457]
- wymond-title: T. S. WYMOND & CO.: [791, 1700, 1071, 1727]
- diorama-ad: ODDFELLOWS' HALL. CHARLES' GREAT DIORAMAS OF THE FRANCO-PRUSSIAN WAR AND NILE SCENERY. The Largest and Most Complete Exhibition of the kind ever introduced to the Colonies. GRAND DISTRIBUTION OF MOST VALUABLE GIFTS EVERY EVENING. OPENING NIGHT— TO-MORROW (TUESDAY.) For further Particulars, see Bills. R. B. WISEMAN, 43 Business Manager.: [574, 38, 750, 291]
- paragraph: MR HENRY ADAMS appeared for the prosecution, and Mr ACTON ADAMS for the prisoner.: [199, 236, 382, 270]
- court-date: MONDAY, JANUARY 5.: [243, 82, 338, 93]
- list-item: Fancy Ties 6d, Scarfs 1s: [993, 697, 1103, 708]
- column-5-ads: CHRISTMAS ANNOUNCEMENT. MANSON & CO., Are desirous of informing the Public that they have recently received, ex Tararua, 15 Packages, ex Alhambra 27 Packages, and ex Phœbe, from Sydney, 2 Packages. Total 44 PACKAGES Of Assorted DRAPERY, valued at £2500. It is impossible to give the prices of the various goods in detail, but in order to convey some faint idea of the usual value offered, we submit the following quotations: DRAPERY. Grey Calico, from 3½d 8-1 Unbleached Sheeting 1s 72-in. Full Bleached 1s 6d Cotton Bed Tick 6½d Fancy Cotton Skirtings 9½d Rough Brown Holland 7½d 9-4 Toilet Bed Quilts 7s Full size, for double beds 9s 9-4 Bleached Quilts 5s 6d Lace Curtains, per pair 12s 6d Honey-comb Towels 1s Union Tweed for Boy's wear 21d Striped Linen Drills 10d Dark colored Gambroons 9d Unbleached Table Cloths 2s Printed Cloth Table Covers 1s Light Ground Prints 6½d Best China Matting 1s American Cloth, all colors 21d White Wool Oil Baize 2s MILLINERY AND UNDERCLOTHING. Untrimmed Hats, from 6d Trimmed, do., in endless variety 2s Colored Gossamers, from 2s 6d Black Lace Falls 1s White, do. 1s Spotted Horsetone Net 1s 6d Artificial Flowers, per spray 4d Ribbons, plain and corded 3d White Silk Blond Lace 3d Black, do. & Tinted Maltese 1s Ladies' White Tucked Skirts 2s 6d Trimmed & Plain Chemises 3s 6d Camisole's Nightdresses 3s 6d Crinolines,improved shape 2s 6d Arnold's Ruffles, per card 1s 6d DRESSES, MANTLES, &c. Striped Grenadines from 4½d Plain Black do. 10½d Printed Lustres 6d Self Colored do. 7½d Striped and Figured Mohairs 6d Printed Muslins 3d Striped Victoria Lawn 1s 6d White Corded Piques 1s 3d Buff, Salmon and Drab do 1s 3d Batiste Cloth, all shades 1s Batiste Robes, a novelty 14s White Brocaded Mus lin 1s Swiss Checks and stripes 1s Ladies' Mohair and Holland Jackets 3s 6d Black Silk Grenadine do. 5s 6d Rich Black Corded Silk do. 18s 6 Black Grenadine Shawls 10s 6d Llama and Cashmere do. 17s 6d Childrens' Jackets, all sizes from 2s 6d 50 Trimmed Under Skirts, from 4s 6d BOY'S CLOTHING. Strong Tweed Trousers 7s 6d Printed Moleskin do. 5s 6d Exhibition Cord do. 6s 6d Tweed Trousers and Vests 12s 6d Black Alpaca Coats 10s 6d Light Tweed Coats 7s 6d Superior Suits complete 17s 6d Drill Knicks Suits 5s 6d Blue Serge do. Trimd. 1s 6d Paper Collars 6d, Ties 6d Puggaries 1s, White Shirts 4s 6d Belts 9d, Braces 9d Boy's Straw Hats 6d Pine Leghorn do 3s FANCY DEPARTMENT Cotton Sun Shades, from 1s Colored Silk Parachutes 4s 6d Sunsilk Umbrellas 3s 6d Silk do, Cane and Ivory Handles 11s 6d Womens' White Cotton Hose 3d Strong Drab Corset Stays 2s 6d Ladies' Lisle Gloves 9d Black Josephine Kid do, 1st choice 4s 6d Black Kid, colored-sewn backs 4s 6d Ladies' Linen Cuffs 1s Colored Silk Dress Trim. 3d Black Trimmings and Fringes 6d Superior Hair Rolls 1s 6d Rimmel's Perfumery, from 9d Glycerine Soap in Boxes 1s 6d Hair Brushes 2s, Back Combs 6d Nephos Card Sets 6d Silk Braid do, large size 1s 5-8 Cambric Handkerchiefs 3s Muslin Caveller Bows 6d MEN'S CLOTHING. Strong Tweed Trousers 7s Tweed Trousers and Vest 15s Light Sac Coats 13s 6d Black Alpaca do, 11s 6d Bedford Drill Trousers 9s 6d Speckled Straw Hats 1s Leghorns 4s 6d, Tuscan 8s Felt Hats in all shapes White Shirts, linen fronts 5s Fancy Cotton do, 3s Elastic Braces 1s; Belts 1s Fancy Ties 6d, Scarfs 1s Cotton Sox 6d, Merino do 1s Merino Pants 4s 6d, Merino Vests 4s 6d N.B.—Special Attention is invited to our MILLINERY DEPARTMENT, which is now Replete. Having engaged an Experienced Lady from Melbourne, Customers may rely upon obtaining the LATEST STYLES at the LOWEST REMUNERATIVE PRICES. MANSON AND CO., CORNER OF TRAFALGAR AND BRIDGE STREETS, NELSON. 3388 H. D. JACKSON, BOOKSELLER AND STATIONER, TRAFALGAR STREET, NELSON. A LARGE ASSORTMENT OF FANCY GOODS, TOYS, AND BERLIN WOOLS ALWAYS IN HAND. LICENSED TO SELL POSTAGE AND RECEIPT STAMPS, ACCEPTANCE FORMS, &c. SUBSCRIBERS WANTED FOR PERIODICALS. 1499 HEALY & SON Have JUST RECEIVED, ex Alhambra, from Melbourne, 11 Trunks LADIES' AND CHILDREN'S BOOTS AND SHOES. FOR SUMMER WEAR! 3367 BRIDGE-STREET. JUST OPENED, (Per Alhambra,) MEN'S & BOYS' CLOTHING. Also a Large Shipment of West of England and Colonial TWEEDS. (BOUGHT AT A DISCOUNT). FOR BOYS' WEAR— FOR MEN'S WEAR— (Hard and tough wear combined Gamabroons at 10½d, worth 1s 4d. Union Tweeds, 1s 9d, worth 3s 6d. Self Gray Tweeds, 1s 9d, value for 2s 6d. Striped Drills, 1s, value for 1s 6d. The Everlasting Tweed. All shades, only 2s 6d, cheap at 3s 9d. Light Summer Tweeds, 3s 3d, value for 4s. Geelong Tweeds from 3s, worth 5s. Printed Moleskins, 1s 4d to 2s 9d. NOTE.—Gents' Trowsers and Vests made to order from 42s. (Fit and Workmanship guaranteed). Complete Assortment of MELBOURNE MADE CLOTHING, Manufactured from Geelong and Colonial-made Tweeds (all Warranted). Tweed Trowsers and Vests from 21s. Boys' Tweed Trowsers, 7s 6d, 9s 6d Geelong Tweed Trowsers and Vests, 30s. Boy's Knickerbocker Suits, 9s 6d, 12s 6d Black Doe Trowsers, 17s, 21s, 25s. Men's Tweed Sacs, patch-pockets, 15s 6d Black Sacs, new shapes, 21s, 25s, 30s. Men's Double-breasted Sacs, 21s, 27s 6d Tweed and Doe Trowsers, 9s 6d, 12s 6d. Men's Woollen Crimeans, 4s 9d, 5s 6d Printed Mole Trowsers, 10s 6d to 13s 6d. Men's Harvard Shirts, 2s 9d, 3s 6d, 7s 6d Moleskin Trowsers, 6s 6d, worth 9s 6d. Boys' Tweed Suits, 21s, 25s The Celebrated OXFORD SHIRTS, made from Flax, to order, 7s 6d, Collars to match; also the New fancy Summer Shirt, 4s, 5s 6d., 6s. 6d. Gents' Holland Sacs, 9s. 6d. Gents' Holland Sacs, 7s. 6d. Youths' Holland Sacs, from 5s. 6d. 8 Cases GENTS', and YOUTHS' FASHIONABLE HATS, CONSISTING OF— Richmond, 4s, 6d. Explorer, 4s, 6d. Caviours, 4s, 6d. Milan, 8s, 6d. Sydenham, 5s, 6d. Ventilated, 11s, 6d. Ruperts, 5s, 6d. Yankees, 10s, 6d. Stanleys, 7s, 6d. Elite, 4s, 6d. Court, 4s, 6d. Straw Hats, 1s, 6d. Dukes, 9s, 6d. Tyrolese, 9s, 6d. Cobdens, 3s, 6d. 3 Cases Black Paris and Drab-shell Hats, new shapes. 3 Cases Boys and Men's Black Cloth Caps, plain and fancy bands, from 1s. Scotch Bonnets and Caps, from 2s. 6d., Straw Hats, 1s. 6d., 5s., new shapes. Quilted Caps and Hat Covers (Colonial made). LATEST NOVELTIES in GENTS' SCARFS, TIES, COLLARS, BRACES, BELTS, PUGGARIES in Muslin and Silk, SOLITAIRES, HOSIERY of every description, cheaper than ever. All marked Lowest Cash Prices. Storekeepers Liberally dealt with T. S. WYMOND & CO. NOTED FOR BABY LINEN, LADIES' UNDERCLOTHING, & WEDDING OUTFITS. NOTED FOR MEN'S AND BOYS' OUTFITS, HATS, CAPS, &c.: [756, 38, 1106, 1498]
- list-item: Full size, for double beds 9s: [759, 369, 869, 380]
- supreme-court-heading: SUPREME COURT.: [227, 42, 354, 54]
- arraign-heading: ARRAIGN.: [268, 212, 313, 223]
- list-item: White Silk Blond Lace 3d: [759, 655, 869, 666]
- music-ad: MUSIC. MRS. PALMER will resume TUITION on WEDNESDAY, 7th, Walmer-street. 42: [574, 654, 750, 713]
- list-item: Tweed Trousers and Vests 12s 6d: [876, 622, 976, 644]
- paragraph: For Wellington, the Southern Provinces of New Zealand, and the Australian Colonies—per s.s. Gothenburg, at 8 p.m.: [10, 629, 193, 663]
- list-item: 5-8 Cambric Handkerchiefs 3s: [993, 535, 1103, 546]
- drapery-list: DRAPERY. Grey Calico, from 3½d 8-1 Unbleached Sheeting 1s 72-in. Full Bleached 1s 6d Cotton Bed Tick 6½d Fancy Cotton Skirtings 9½d Rough Brown Holland 7½d 9-4 Toilet Bed Quilts 7s Full size, for double beds 9s 9-4 Bleached Quilts 5s 6d Lace Curtains, per pair 12s 6d Honey-comb Towels 1s Union Tweed for Boy's wear 21d Striped Linen Drills 10d Dark colored Gambroons 9d Unbleached Table Cloths 2s Printed Cloth Table Covers 1s Light Ground Prints 6½d Best China Matting 1s American Cloth, all colors 21d White Wool Oil Baize 2s MILLINERY AND UNDERCLOTHING. Untrimmed Hats, from 6d Trimmed, do., in endless variety 2s Colored Gossamers, from 2s 6d Black Lace Falls 1s White, do. 1s Spotted Horsetone Net 1s 6d Artificial Flowers, per spray 4d Ribbons, plain and corded 3d White Silk Blond Lace 3d Black, do. & Tinted Maltese 1s Ladies' White Tucked Skirts 2s 6d Trimmed & Plain Chemises 3s 6d Camisole's Nightdresses 3s 6d Crinolines,improved shape 2s 6d Arnold's Ruffles, per card 1s 6d: [756, 274, 873, 757]
- fancy-list: FANCY DEPARTMENT Cotton Sun Shades, from 1s Colored Silk Parachutes 4s 6d Sunsilk Umbrellas 3s 6d Silk do, Cane and Ivory Handles 11s 6d Womens' White Cotton Hose 3d Strong Drab Corset Stays 2s 6d Ladies' Lisle Gloves 9d Black Josephine Kid do, 1st choice 4s 6d Black Kid, colored-sewn backs 4s 6d Ladies' Linen Cuffs 1s Colored Silk Dress Trim. 3d Black Trimmings and Fringes 6d Superior Hair Rolls 1s 6d Rimmel's Perfumery, from 9d Glycerine Soap in Boxes 1s 6d Hair Brushes 2s, Back Combs 6d Nephos Card Sets 6d Silk Braid do, large size 1s 5-8 Cambric Handkerchiefs 3s Muslin Caveller Bows 6d MEN'S CLOTHING. Strong Tweed Trousers 7s Tweed Trousers and Vest 15s Light Sac Coats 13s 6d Black Alpaca do, 11s 6d Bedford Drill Trousers 9s 6d Speckled Straw Hats 1s Leghorns 4s 6d, Tuscan 8s Felt Hats in all shapes White Shirts, linen fronts 5s Fancy Cotton do, 3s Elastic Braces 1s; Belts 1s Fancy Ties 6d, Scarfs 1s Cotton Sox 6d, Merino do 1s Merino Pants 4s 6d, Merino Vests 4s 6d: [993, 277, 1103, 741]
- imports-heading: IMPORTS.: [81, 377, 122, 388]
- list-item: Ladies' Lisle Gloves 9d: [993, 369, 1103, 380]
- villa-ad: TO LET, that desirable VILLA RESIDENCE, at present in the occupation of Mrs M'Hardy. Immediate possession can be given. Apply to Mr. EDW. EVERETT, 38 Collingwood-street.: [574, 871, 750, 951]
- wanted-servant-ad: WANTED, a GENERAL SERVANT. Apply to Mrs GILBERT, Toi-toi Valley. 47—3: [389, 1972, 569, 2017]
- paragraph: The sittings of the Court commenced this morning, when the following gentlemen were sworn in on the Grand Jury: J. W. Barnicoat (foreman), C. Hunter Brown, H. Buckeridge, T. Cawthron, M. Davis, T. K. Fisher, H. Goulstone, A. Greenfield, T. R. Hodder, R. Levien, D. M'Donald, T. Marsden, W. S. Mortimer, W. Oldham, J. Oldham, A. Sclanders, W. Stavert, J. Symons, J. Watkins, W. Wells, W. H. Turner, J. Scotland, and C. B. Wither.: [199, 94, 382, 209]
- list-item: Strong Drab Corset Stays 2s 6d: [993, 358, 1103, 369]
- list-item: Trimmed & Plain Chemises 3s 6d: [759, 699, 860, 721]
- list-item: Superior Hair Rolls 1s 6d: [993, 457, 1103, 468]
- paragraph: Edward Lewis: I am a brother of Charles Lewis. On Christmas eve I was carting hay with the prisoner, the deceased, and the last witness. I was at the stack part of the time the last cart was being loaded. Campion was chaffing my brother, and seemed to annoy him. He asked deceased to leave off, and then said he would come down and make him. Campion still continued to chaff, and just after that I saw the fork strike him. My brother was standing about the centre of the stack. I did not see my brother throw the fork. When my brother came off the stack Campion asked him to shake hands with him and said he knew he did not do it on purpose. I then went for the doctor.: [199, 1563, 382, 1723]
- list-group: [876, 589, 986, 755]
- list-item: Bedford Drill Trousers 9s 6d: [993, 620, 1103, 631]
- paragraph: The HANDICAP HURDLE RACE, of 60 sovs. Two miles; over eight hurdles, 5 feet 9 in.—Skyeel, 1; Sultan, 2; Nero, 0. Nero rules the first hurdle, and fell, got up again, and went on without his jockey.: [10, 727, 193, 784]
- list-item: Plain Black do. 10½d: [876, 316, 986, 327]
- divider: [389, 1768, 569, 1770]
- case-title: The Queen against Charles Lewis.: [228, 782, 353, 793]
- dateline: Auckland, December 5.: [59, 701, 144, 712]
- list-item: Light Ground Prints 6½d: [759, 479, 869, 490]
- list-item: Buff, Salmon and Drab do 1s 3d: [876, 393, 986, 404]
- paragraph: The Viro arrived with the shipwrecked immigrants yesterday morning, and all were sent to the barracks by train. The Governor visited them to-day.: [10, 1209, 193, 1255]
- list-item: Leghorns 4s 6d, Tuscan 8s: [993, 642, 1103, 653]
- packages-heading: 44 PACKAGES: [810, 163, 1052, 193]
- list-item: Crinolines,improved shape 2s 6d: [759, 732, 869, 743]
- city-rifles-ad: NELSON CITY RIFLES. COMPANY PARADE on TUESDAY, at the Drill Shed, 7 p.m. sharp. Fine of 1s, for non-attendance. D. BURN, 36 Lieutenant in charge.: [574, 1596, 750, 1677]
- list-item: Grey Calico, from 3½d: [759, 292, 869, 303]
- paragraph: Henry Lewis: I am father of the accused. My son and I have been working my farm together at Takaka. I have been in the habit of frequently employing Campion. I always understood that he and my son were on the best of terms. My son is not of a quarrelsome disposition. I never knew him to be mixed up in a quarrel with anyone. I noticed that deceased after he was brought into my house was most friendly to my son. He was crying and most distressed at the time, and Campion said, "Don't fret Charlie, I shall be all right." He also said, "I have nothing to forgive, Charlie." My son was attending to him and bathing his forehead, and he begged him not to leave him.: [389, 1049, 569, 1222]
- list-group: [993, 576, 1103, 742]
- to-let-ad: TO LET for Twelve Months, a Five-Roomed HOUSE and Three Acres of ground. Crops to be taken at a valuation. To a good Tenant, rent no object. ALL ACCOUNTS must be SENT IN by the 31st JANUARY next. G. MARSHALL, 46—5 Toi-Toi Valley.: [574, 713, 750, 804]
- list-item: Merino Pants 4s 6d, Merino Vests 4s 6d: [993, 719, 1097, 741]
- list-group: [993, 292, 1103, 557]
- list-item: Arnold's Ruffles, per card 1s 6d: [759, 743, 869, 754]
- strayed-ad: STRAYED from the Maitai Run, a BLACK MARE, with one white foot, white star on forehead, and white nose. Finder on bringing the same to SERGEANT NASH will be Rewarded. 39: [574, 804, 750, 872]
- list-item: Camisole's Nightdresses 3s 6d: [759, 721, 869, 732]
- manslaughter-heading: MANSLAUGHTER.: [252, 769, 329, 780]
- list-item: Ladies' White Tucked Skirts 2s 6d: [759, 677, 860, 699]
- case-title: The Queen against William Barlow.: [226, 225, 355, 236]
- paragraph: The Grand Jury returned with a true bill against Charles Lewis for manslaughter, and then made the following presentment:—: [199, 347, 382, 381]
- list-item: Unbleached Table Cloths 2s: [759, 457, 869, 468]
- paragraph: CITY RIFLES.—A parade of this Company is ordered for to-morrow evening, at 7 o'clock. Members will be fined for non-attendance.: [10, 1435, 193, 1469]
- provincial-heading: PROVINCIAL.: [57, 686, 146, 698]
- list-item: American Cloth, all colors 21d: [759, 502, 869, 513]
- list-item: Swiss Checks and stripes 1s: [876, 437, 986, 448]
- list-item: Strong Tweed Trousers 7s 6d: [876, 589, 986, 600]
- list-item: Strong Tweed Trousers 7s: [993, 576, 1103, 587]
- paragraph: No. 1 of 22 immigrants by the Star of India were engaged the first day.: [10, 1146, 193, 1168]
